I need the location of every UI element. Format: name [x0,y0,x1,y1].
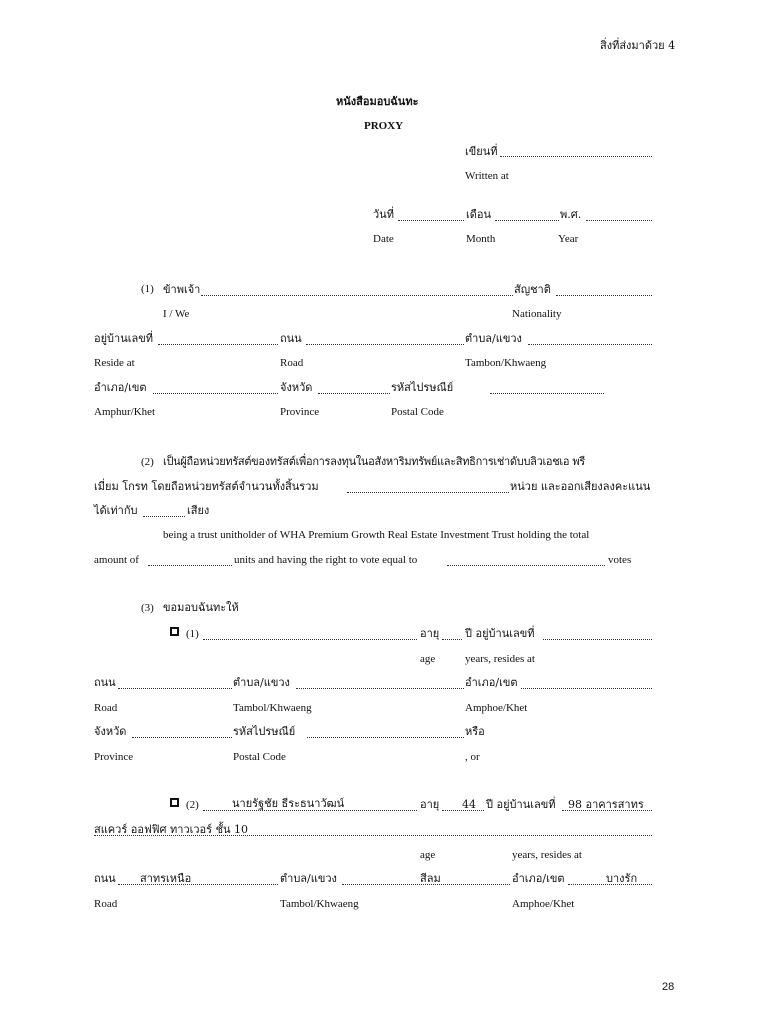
proxy1-age-label-en: age [420,653,436,665]
written-at-field[interactable] [500,156,652,157]
proxy2-road-label-en: Road [94,898,118,910]
proxy2-years-label-th: ปี อยู่บ้านเลขที่ [486,798,556,811]
proxy2-age-value: 44 [462,798,476,811]
section2-number: (2) [141,456,154,468]
section1-number: (1) [141,283,154,295]
proxy1-name-field[interactable] [203,639,417,640]
proxy1-road-label-en: Road [94,702,118,714]
month-label-th: เดือน [466,208,492,221]
road-label-en: Road [280,357,304,369]
written-at-label-th: เขียนที่ [465,145,498,158]
province-label-en: Province [280,406,320,418]
proxy1-tambol-field[interactable] [296,688,464,689]
section3-number: (3) [141,602,154,614]
proxy2-years-label-en: years, resides at [512,849,582,861]
proxy1-or-label-en: , or [465,751,480,763]
proxy2-tambol-value: สีลม [420,872,441,885]
road-field[interactable] [306,344,464,345]
reside-label-en: Reside at [94,357,135,369]
proxy1-number: (1) [186,628,199,640]
proxy1-province-label-th: จังหวัด [94,725,127,738]
proxy1-address-field[interactable] [543,639,652,640]
tambon-label-th: ตำบล/แขวง [465,332,522,345]
page-number: 28 [662,981,675,993]
units-field-en[interactable] [148,565,232,566]
section2-line2b-en: units and having the right to vote equal to [234,554,418,566]
amphur-field[interactable] [153,393,278,394]
section3-label-th: ขอมอบฉันทะให้ [163,601,239,614]
i-we-label-en: I / We [163,308,190,320]
proxy2-amphoe-label-th: อำเภอ/เขต [512,872,565,885]
nationality-label-th: สัญชาติ [514,283,551,296]
tambon-label-en: Tambon/Khwaeng [465,357,547,369]
proxy2-number: (2) [186,799,199,811]
month-label-en: Month [466,233,496,245]
section2-line1-th: เป็นผู้ถือหน่วยทรัสต์ของทรัสต์เพื่อการลงทุนในอสังหาริมทรัพย์และสิทธิการเช่าดับบลิวเอชเอ พรี [163,455,585,468]
proxy1-road-field[interactable] [118,688,232,689]
name-field[interactable] [201,295,513,296]
section2-line3b-th: เสียง [187,504,210,517]
nationality-field[interactable] [556,295,652,296]
proxy1-province-label-en: Province [94,751,134,763]
section2-line2b-th: หน่วย และออกเสียงลงคะแนน [510,480,651,493]
proxy1-years-label-th: ปี อยู่บ้านเลขที่ [465,627,535,640]
year-label-th: พ.ศ. [560,208,582,221]
proxy1-amphoe-label-en: Amphoe/Khet [465,702,528,714]
proxy2-name-value: นายรัฐชัย ธีระธนาวัฒน์ [232,797,345,810]
year-label-en: Year [558,233,579,245]
title-thai: หนังสือมอบฉันทะ [336,95,419,108]
proxy2-tambol-label-th: ตำบล/แขวง [280,872,337,885]
section2-line2a-th: เมี่ยม โกรท โดยถือหน่วยทรัสต์จำนวนทั้งสิ้นรวม [94,480,319,493]
proxy1-checkbox[interactable] [170,627,179,636]
section2-line3a-th: ได้เท่ากับ [94,504,138,517]
proxy1-age-label-th: อายุ [420,627,440,640]
proxy2-name-field[interactable] [203,810,417,811]
proxy1-postal-label-th: รหัสไปรษณีย์ [233,725,296,738]
amphur-label-th: อำเภอ/เขต [94,381,147,394]
proxy2-address-value: 98 อาคารสาทร [568,798,644,811]
proxy1-road-label-th: ถนน [94,676,116,689]
postal-label-th: รหัสไปรษณีย์ [391,381,454,394]
year-field[interactable] [586,220,652,221]
province-label-th: จังหวัด [280,381,313,394]
proxy2-tambol-label-en: Tambol/Khwaeng [280,898,359,910]
proxy2-road-label-th: ถนน [94,872,116,885]
day-label-th: วันที่ [373,208,394,221]
proxy1-years-label-en: years, resides at [465,653,535,665]
votes-field-th[interactable] [143,516,185,517]
proxy2-amphoe-label-en: Amphoe/Khet [512,898,575,910]
proxy2-address-line2-value: สแควร์ ออฟฟิศ ทาวเวอร์ ชั้น 10 [94,823,249,836]
day-label-en: Date [373,233,394,245]
proxy1-amphoe-label-th: อำเภอ/เขต [465,676,518,689]
month-field[interactable] [495,220,559,221]
proxy2-amphoe-value: บางรัก [606,872,638,885]
proxy2-age-label-en: age [420,849,436,861]
proxy1-tambol-label-th: ตำบล/แขวง [233,676,290,689]
title-english: PROXY [364,120,404,132]
province-field[interactable] [318,393,390,394]
proxy2-road-value: สาทรเหนือ [140,872,192,885]
written-at-label-en: Written at [465,170,509,182]
i-we-label-th: ข้าพเจ้า [163,283,201,296]
postal-field[interactable] [490,393,604,394]
votes-field-en[interactable] [447,565,605,566]
proxy2-checkbox[interactable] [170,798,179,807]
proxy2-age-label-th: อายุ [420,798,440,811]
proxy1-postal-field[interactable] [307,737,464,738]
day-field[interactable] [398,220,464,221]
section2-line2c-en: votes [608,554,632,566]
units-field-th[interactable] [347,492,509,493]
amphur-label-en: Amphur/Khet [94,406,156,418]
proxy1-or-label-th: หรือ [465,725,485,738]
proxy1-amphoe-field[interactable] [521,688,652,689]
road-label-th: ถนน [280,332,302,345]
attachment-label: สิ่งที่ส่งมาด้วย 4 [600,39,676,52]
proxy1-tambol-label-en: Tambol/Khwaeng [233,702,312,714]
postal-label-en: Postal Code [391,406,444,418]
tambon-field[interactable] [528,344,652,345]
proxy1-postal-label-en: Postal Code [233,751,286,763]
section2-line1-en: being a trust unitholder of WHA Premium Growth Real Estate Investment Trust holding the total [163,529,590,541]
nationality-label-en: Nationality [512,308,562,320]
proxy1-province-field[interactable] [132,737,232,738]
reside-label-th: อยู่บ้านเลขที่ [94,332,154,345]
proxy1-age-field[interactable] [442,639,462,640]
section2-line2a-en: amount of [94,554,139,566]
reside-field[interactable] [158,344,278,345]
